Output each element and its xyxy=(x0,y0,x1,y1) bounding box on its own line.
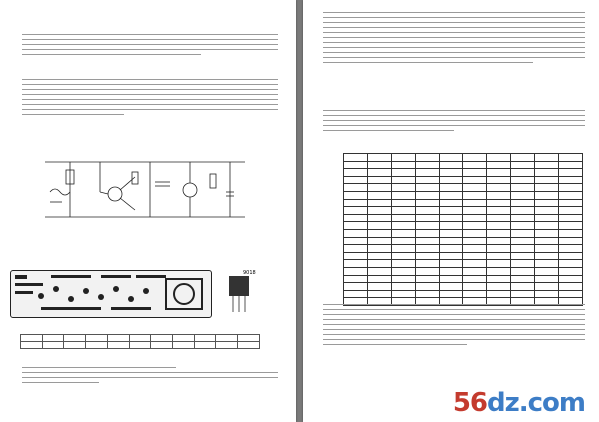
site-watermark xyxy=(453,388,585,418)
transistor-part-label: 9018 xyxy=(243,270,256,276)
watermark-domain: dz.com xyxy=(487,388,585,418)
transistor-photo xyxy=(215,268,263,314)
small-table xyxy=(20,334,260,349)
document-page-left xyxy=(0,0,296,422)
section-3-text xyxy=(22,367,278,387)
right-intro-text xyxy=(323,12,585,67)
section-1-text xyxy=(22,79,278,119)
pcb-layout xyxy=(10,270,212,318)
circuit-schematic xyxy=(40,152,250,222)
section-4-text xyxy=(323,110,585,135)
section-5-text xyxy=(323,304,585,349)
parts-table xyxy=(343,153,583,306)
intro-text xyxy=(22,34,278,59)
watermark-number: 56 xyxy=(452,388,487,418)
